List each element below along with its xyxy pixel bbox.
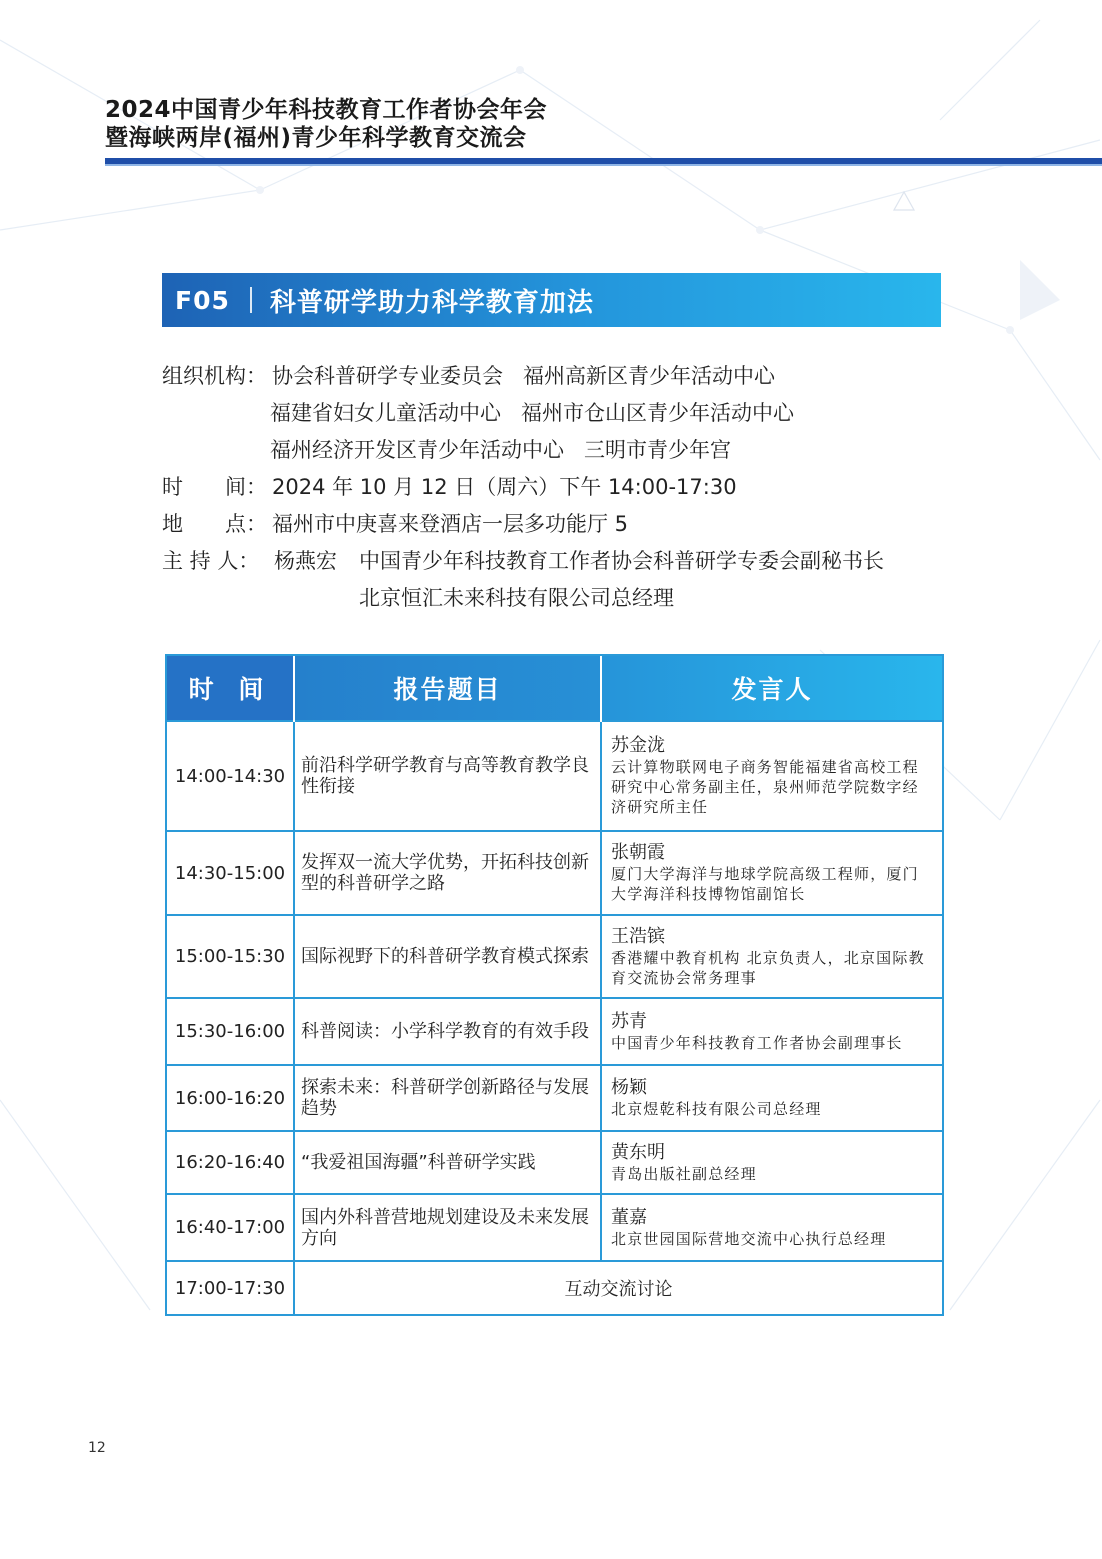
org-name: 福州市仓山区青少年活动中心	[521, 401, 794, 425]
row-speaker	[601, 915, 942, 998]
row-topic: “我爱祖国海疆”科普研学实践	[294, 1131, 601, 1194]
row-topic: 发挥双一流大学优势，开拓科技创新型的科普研学之路	[294, 831, 601, 915]
org-label: 组织机构：	[162, 364, 267, 388]
org-line	[270, 432, 731, 469]
header-divider	[105, 158, 1102, 166]
discussion-activity: 互动交流讨论	[294, 1261, 942, 1314]
speaker-name: 董嘉	[611, 1206, 647, 1228]
org-line	[272, 358, 775, 395]
speaker-role: 北京煜乾科技有限公司总经理	[611, 1100, 822, 1118]
row-time: 15:30-16:00	[167, 998, 294, 1065]
time-label: 时 间：	[162, 475, 267, 499]
header-topic: 报告题目	[294, 656, 601, 721]
speaker-name: 苏金泷	[611, 735, 665, 756]
speaker-role: 香港耀中教育机构 北京负责人，北京国际教育交流协会常务理事	[611, 948, 925, 987]
agenda-table	[165, 654, 944, 1316]
table-header-row	[167, 656, 942, 721]
speaker-role: 厦门大学海洋与地球学院高级工程师，厦门大学海洋科技博物馆副馆长	[611, 865, 919, 903]
session-banner	[162, 273, 941, 327]
row-topic: 国际视野下的科普研学教育模式探索	[294, 915, 601, 998]
table-row	[167, 998, 942, 1065]
header-speaker: 发言人	[601, 656, 942, 721]
row-time: 16:00-16:20	[167, 1065, 294, 1131]
speaker-name: 杨颖	[611, 1077, 647, 1098]
speaker-role: 中国青少年科技教育工作者协会副理事长	[611, 1033, 903, 1052]
host-title: 北京恒汇未来科技有限公司总经理	[359, 586, 674, 610]
event-title	[105, 96, 547, 152]
table-row	[167, 1065, 942, 1131]
table-row	[167, 1194, 942, 1261]
speaker-name: 苏青	[611, 1010, 647, 1032]
row-time: 16:40-17:00	[167, 1194, 294, 1261]
table-row	[167, 831, 942, 915]
place-value: 福州市中庚喜来登酒店一层多功能厅 5	[272, 512, 629, 536]
time-value: 2024 年 10 月 12 日（周六）下午 14:00-17:30	[272, 475, 737, 499]
row-time: 14:00-14:30	[167, 721, 294, 831]
row-speaker	[601, 1131, 942, 1194]
table-row-discussion	[167, 1261, 942, 1314]
row-topic: 国内外科普营地规划建设及未来发展方向	[294, 1194, 601, 1261]
row-time: 17:00-17:30	[167, 1261, 294, 1314]
row-speaker	[601, 721, 942, 831]
row-speaker	[601, 998, 942, 1065]
row-time: 15:00-15:30	[167, 915, 294, 998]
row-speaker	[601, 1194, 942, 1261]
speaker-name: 张朝霞	[611, 842, 665, 863]
row-topic: 科普阅读：小学科学教育的有效手段	[294, 998, 601, 1065]
place-label: 地 点：	[162, 512, 267, 536]
row-speaker	[601, 831, 942, 915]
row-time: 14:30-15:00	[167, 831, 294, 915]
row-speaker	[601, 1065, 942, 1131]
row-topic: 前沿科学研学教育与高等教育教学良性衔接	[294, 721, 601, 831]
session-separator	[250, 287, 252, 313]
org-name: 福州经济开发区青少年活动中心	[270, 438, 564, 462]
host-label: 主 持 人：	[162, 549, 260, 573]
speaker-role: 青岛出版社副总经理	[611, 1164, 757, 1183]
speaker-name: 王浩镔	[611, 925, 665, 947]
org-name: 福建省妇女儿童活动中心	[270, 401, 501, 425]
org-name: 三明市青少年宫	[584, 438, 731, 462]
speaker-name: 黄东明	[611, 1141, 665, 1163]
row-time: 16:20-16:40	[167, 1131, 294, 1194]
host-title: 中国青少年科技教育工作者协会科普研学专委会副秘书长	[359, 549, 884, 573]
event-title-line1: 2024中国青少年科技教育工作者协会年会	[105, 97, 548, 123]
host-name: 杨燕宏	[274, 549, 337, 573]
page-number: 12	[88, 1440, 106, 1456]
session-code: F05	[175, 285, 230, 315]
speaker-role: 北京世园国际营地交流中心执行总经理	[611, 1229, 887, 1248]
row-topic: 探索未来：科普研学创新路径与发展趋势	[294, 1065, 601, 1131]
table-row	[167, 721, 942, 831]
session-title: 科普研学助力科学教育加法	[269, 287, 594, 318]
table-row	[167, 1131, 942, 1194]
event-title-line2: 暨海峡两岸(福州)青少年科学教育交流会	[105, 125, 527, 151]
table-row	[167, 915, 942, 998]
org-line	[270, 395, 794, 432]
header-time: 时 间	[167, 656, 294, 721]
org-name: 协会科普研学专业委员会	[272, 364, 503, 388]
org-name: 福州高新区青少年活动中心	[523, 364, 775, 388]
speaker-role: 云计算物联网电子商务智能福建省高校工程研究中心常务副主任，泉州师范学院数字经济研究所主任	[611, 758, 919, 816]
